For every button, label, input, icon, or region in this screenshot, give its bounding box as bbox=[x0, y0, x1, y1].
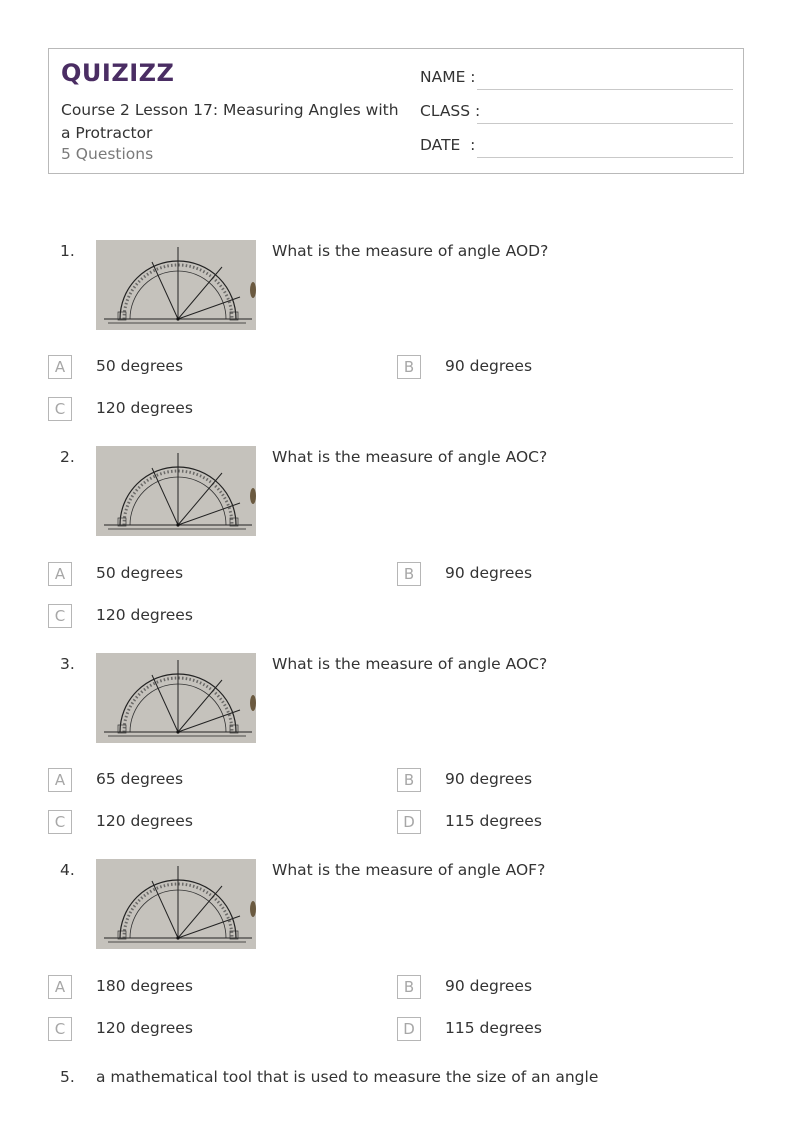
option-text[interactable]: 120 degrees bbox=[96, 812, 193, 830]
question-count: 5 Questions bbox=[61, 145, 154, 163]
option-text[interactable]: 90 degrees bbox=[445, 770, 533, 788]
option-letter-box[interactable]: D bbox=[397, 810, 421, 834]
protractor-image bbox=[96, 240, 256, 330]
option-letter-box[interactable]: C bbox=[48, 1017, 72, 1041]
name-line[interactable] bbox=[477, 89, 733, 90]
question-text: What is the measure of angle AOD? bbox=[272, 242, 549, 260]
option-letter-box[interactable]: C bbox=[48, 810, 72, 834]
option-letter-box[interactable]: A bbox=[48, 562, 72, 586]
quizizz-logo: QUIZIZZ bbox=[61, 59, 175, 87]
question-text: What is the measure of angle AOC? bbox=[272, 448, 548, 466]
question-number: 2. bbox=[60, 448, 75, 466]
class-label: CLASS : bbox=[420, 102, 481, 120]
option-letter-box[interactable]: C bbox=[48, 604, 72, 628]
question-text: What is the measure of angle AOC? bbox=[272, 655, 548, 673]
option-text[interactable]: 120 degrees bbox=[96, 399, 193, 417]
option-letter-box[interactable]: B bbox=[397, 975, 421, 999]
option-text[interactable]: 50 degrees bbox=[96, 357, 184, 375]
worksheet-header bbox=[48, 48, 744, 174]
option-text[interactable]: 120 degrees bbox=[96, 606, 193, 624]
option-text[interactable]: 65 degrees bbox=[96, 770, 184, 788]
question-number: 3. bbox=[60, 655, 75, 673]
question-number: 5. bbox=[60, 1068, 75, 1086]
option-letter-box[interactable]: A bbox=[48, 768, 72, 792]
protractor-image bbox=[96, 446, 256, 536]
protractor-image bbox=[96, 859, 256, 949]
worksheet-title: Course 2 Lesson 17: Measuring Angles with a Protractor bbox=[61, 101, 399, 142]
option-letter-box[interactable]: C bbox=[48, 397, 72, 421]
option-text[interactable]: 120 degrees bbox=[96, 1019, 193, 1037]
option-text[interactable]: 115 degrees bbox=[445, 812, 542, 830]
option-text[interactable]: 90 degrees bbox=[445, 977, 533, 995]
option-text[interactable]: 90 degrees bbox=[445, 564, 533, 582]
option-letter-box[interactable]: A bbox=[48, 355, 72, 379]
option-text[interactable]: 115 degrees bbox=[445, 1019, 542, 1037]
date-label: DATE : bbox=[420, 136, 476, 154]
option-text[interactable]: 90 degrees bbox=[445, 357, 533, 375]
name-label: NAME : bbox=[420, 68, 476, 86]
option-text[interactable]: 180 degrees bbox=[96, 977, 193, 995]
question-text: a mathematical tool that is used to measure the size of an angle bbox=[96, 1068, 599, 1086]
class-line[interactable] bbox=[477, 123, 733, 124]
option-letter-box[interactable]: B bbox=[397, 355, 421, 379]
option-letter-box[interactable]: B bbox=[397, 562, 421, 586]
protractor-image bbox=[96, 653, 256, 743]
question-number: 4. bbox=[60, 861, 75, 879]
option-letter-box[interactable]: B bbox=[397, 768, 421, 792]
option-letter-box[interactable]: A bbox=[48, 975, 72, 999]
question-text: What is the measure of angle AOF? bbox=[272, 861, 546, 879]
option-letter-box[interactable]: D bbox=[397, 1017, 421, 1041]
date-line[interactable] bbox=[477, 157, 733, 158]
question-number: 1. bbox=[60, 242, 75, 260]
option-text[interactable]: 50 degrees bbox=[96, 564, 184, 582]
